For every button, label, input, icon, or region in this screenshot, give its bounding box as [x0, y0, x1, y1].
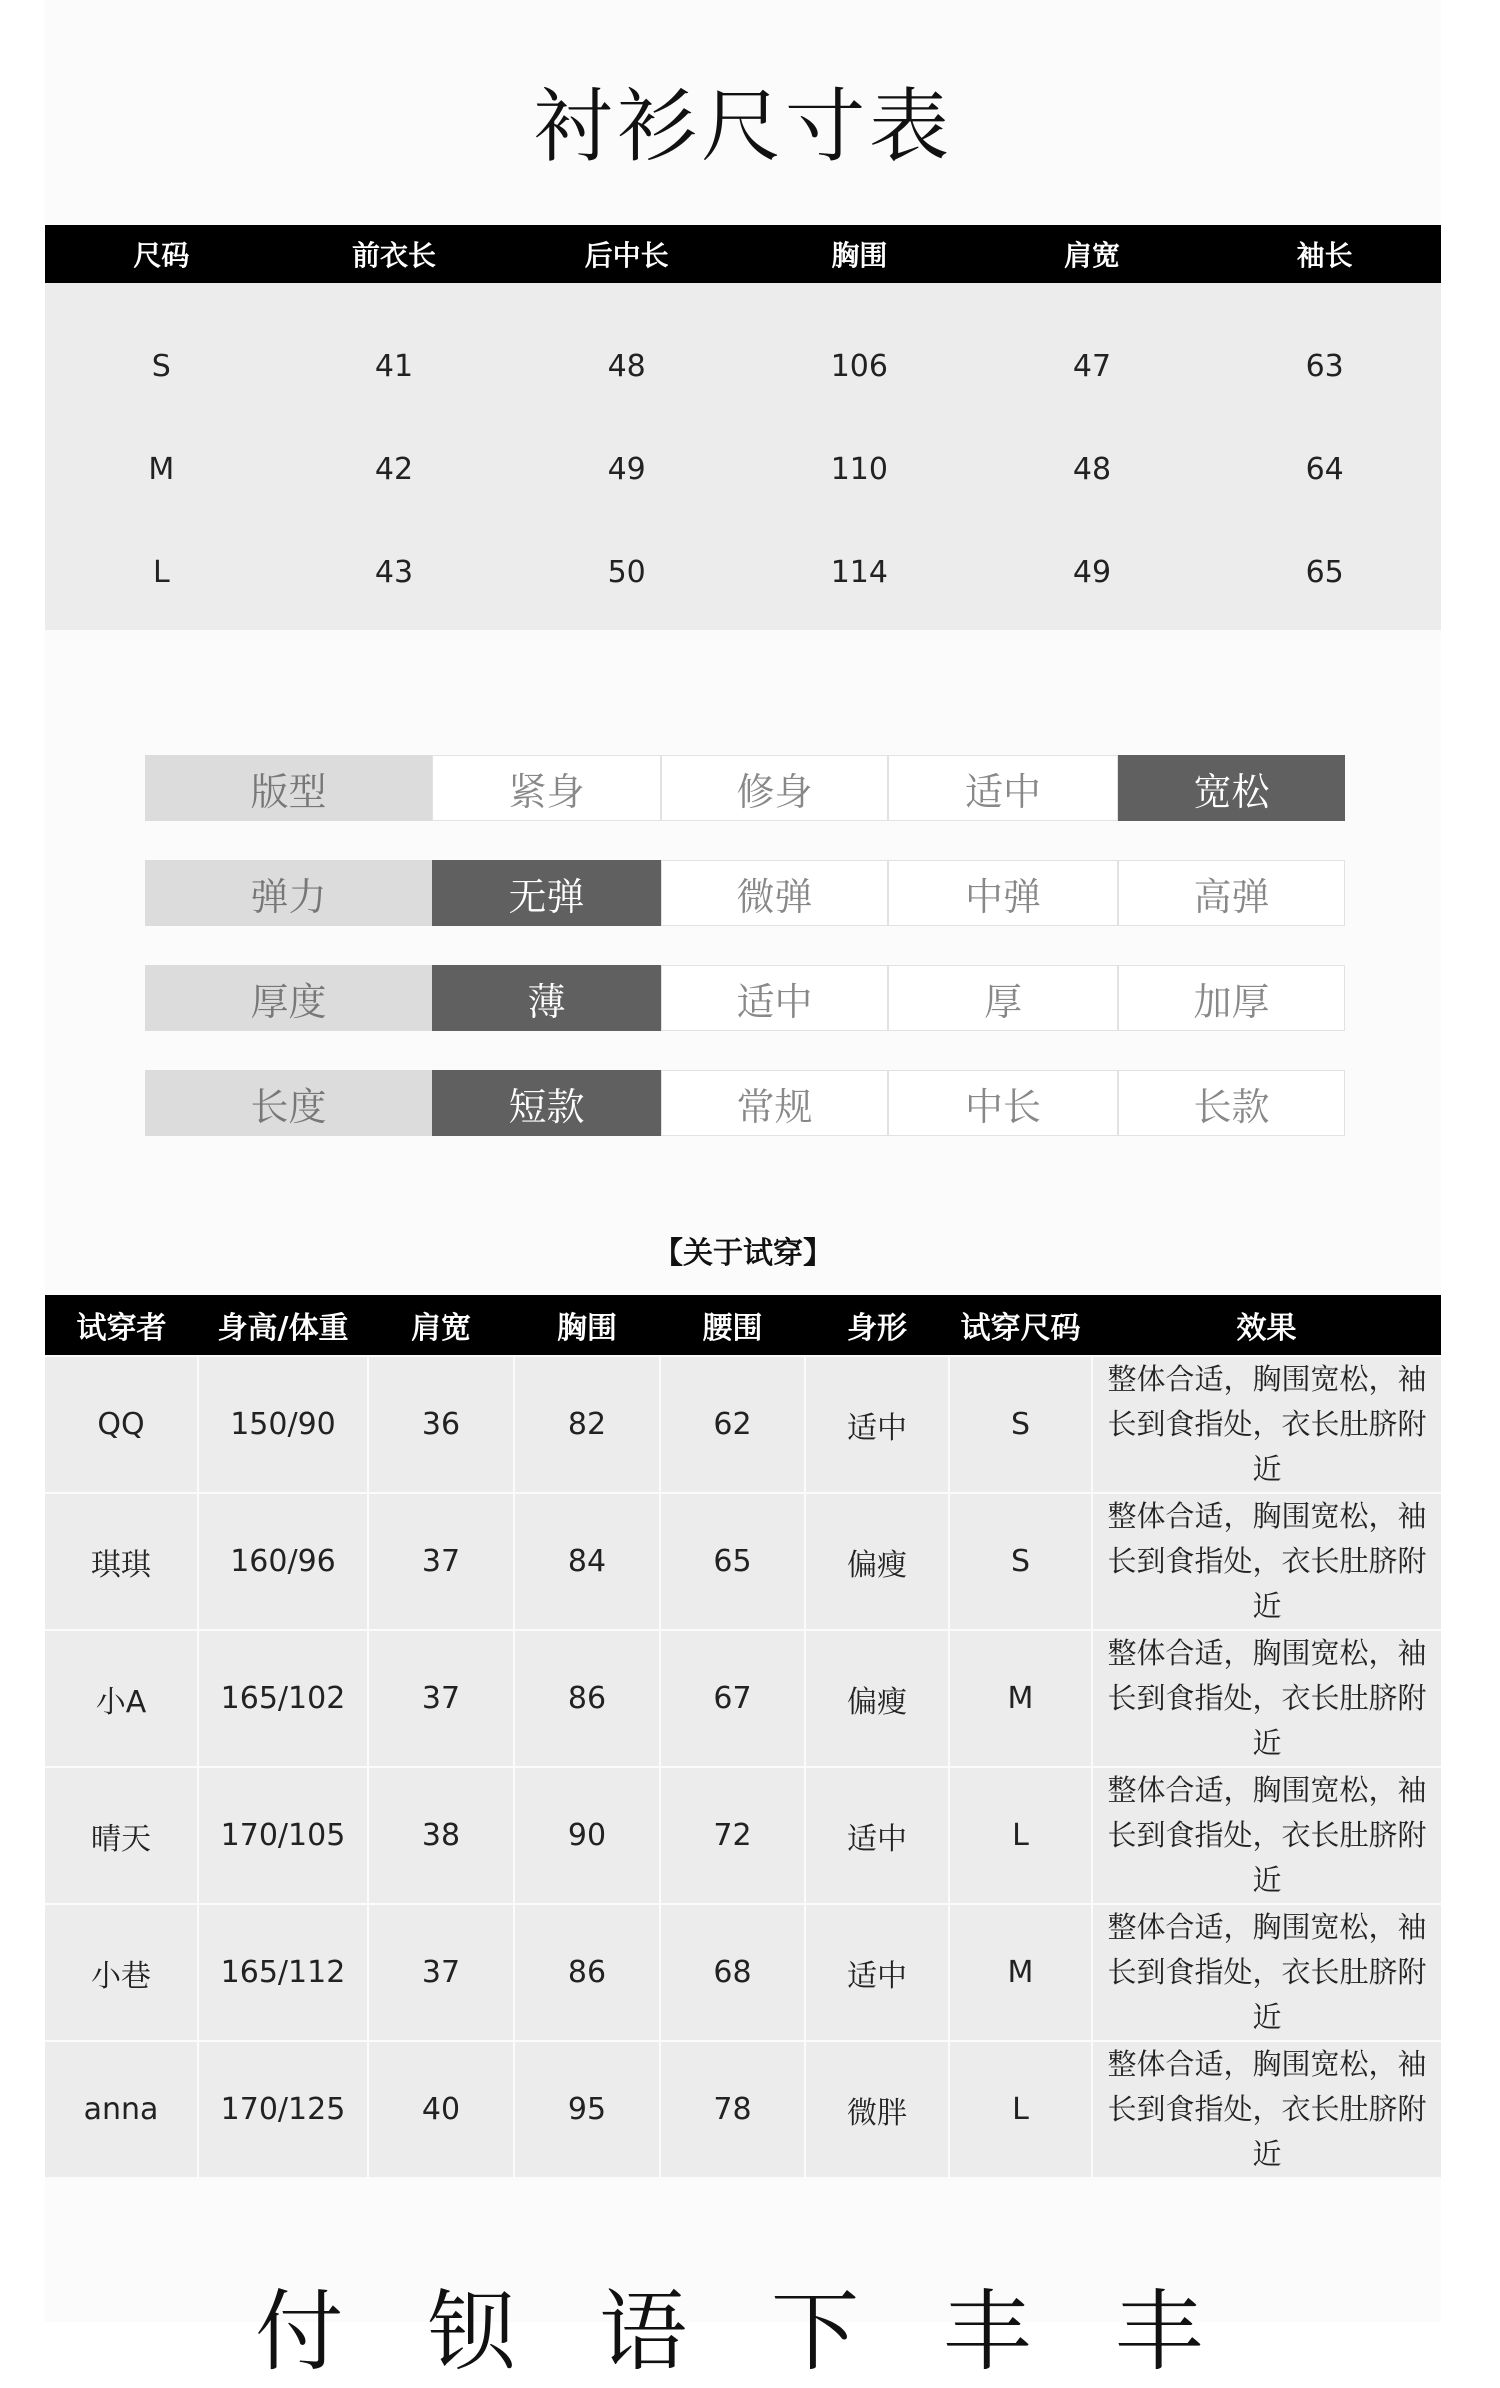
attribute-option: 薄	[432, 965, 661, 1031]
attribute-option: 适中	[888, 755, 1118, 821]
attribute-row-length	[145, 1070, 1345, 1136]
tryon-cell: 36	[368, 1356, 514, 1493]
tryon-cell: 165/102	[198, 1630, 368, 1767]
tryon-effect-cell: 整体合适，胸围宽松，袖长到食指处，衣长肚脐附近	[1092, 1356, 1441, 1493]
tryon-cell: 84	[514, 1493, 660, 1630]
attribute-option: 厚	[888, 965, 1118, 1031]
tryon-cell: 37	[368, 1904, 514, 2041]
tryon-cell: QQ	[45, 1356, 198, 1493]
size-cell: 110	[830, 452, 888, 487]
tryon-cell: M	[949, 1630, 1092, 1767]
table-row	[45, 1356, 1441, 1493]
next-section-title: 付 钡 语 下 丰 丰	[255, 2280, 1231, 2383]
attribute-option: 适中	[661, 965, 888, 1031]
tryon-cell: S	[949, 1356, 1092, 1493]
size-row	[45, 315, 1441, 418]
page-title: 衬衫尺寸表	[533, 80, 953, 173]
size-header-cell: 肩宽	[1063, 239, 1120, 272]
attribute-option: 高弹	[1118, 860, 1345, 926]
tryon-cell: 67	[660, 1630, 805, 1767]
attribute-option: 长款	[1118, 1070, 1345, 1136]
tryon-cell: 37	[368, 1493, 514, 1630]
attribute-row-elasticity	[145, 860, 1345, 926]
size-cell: M	[148, 452, 175, 487]
attribute-option: 宽松	[1118, 755, 1345, 821]
tryon-header-cell: 效果	[1092, 1295, 1441, 1356]
size-cell: 47	[1072, 349, 1112, 384]
attribute-scales	[145, 755, 1345, 1175]
attribute-option: 加厚	[1118, 965, 1345, 1031]
attribute-option: 短款	[432, 1070, 661, 1136]
size-header-cell: 尺码	[133, 239, 190, 272]
attribute-label: 厚度	[145, 965, 432, 1031]
size-cell: 41	[374, 349, 414, 384]
tryon-header-cell: 试穿尺码	[949, 1295, 1092, 1356]
tryon-cell: 90	[514, 1767, 660, 1904]
size-cell: 43	[374, 555, 414, 590]
tryon-cell: 86	[514, 1630, 660, 1767]
tryon-cell: S	[949, 1493, 1092, 1630]
tryon-cell: 适中	[805, 1356, 949, 1493]
tryon-effect-cell: 整体合适，胸围宽松，袖长到食指处，衣长肚脐附近	[1092, 1767, 1441, 1904]
size-cell: S	[151, 349, 171, 384]
tryon-heading: 【关于试穿】	[653, 1236, 833, 1271]
size-cell: 42	[374, 452, 414, 487]
tryon-cell: 65	[660, 1493, 805, 1630]
tryon-cell: 适中	[805, 1904, 949, 2041]
size-header-cell: 前衣长	[351, 239, 436, 272]
tryon-cell: 微胖	[805, 2041, 949, 2177]
tryon-effect-cell: 整体合适，胸围宽松，袖长到食指处，衣长肚脐附近	[1092, 1630, 1441, 1767]
tryon-cell: 琪琪	[45, 1493, 198, 1630]
size-header-cell: 后中长	[584, 239, 669, 272]
size-header-cell: 袖长	[1296, 239, 1353, 272]
tryon-cell: 160/96	[198, 1493, 368, 1630]
tryon-effect-cell: 整体合适，胸围宽松，袖长到食指处，衣长肚脐附近	[1092, 1493, 1441, 1630]
tryon-cell: 170/125	[198, 2041, 368, 2177]
tryon-cell: anna	[45, 2041, 198, 2177]
attribute-row-fit	[145, 755, 1345, 821]
attribute-option: 常规	[661, 1070, 888, 1136]
tryon-cell: 86	[514, 1904, 660, 2041]
table-row	[45, 2041, 1441, 2177]
attribute-option: 微弹	[661, 860, 888, 926]
size-cell: 48	[607, 349, 646, 384]
attribute-option: 中弹	[888, 860, 1118, 926]
size-cell: 65	[1305, 555, 1344, 590]
size-table-header	[45, 225, 1441, 283]
tryon-cell: 40	[368, 2041, 514, 2177]
attribute-option: 修身	[661, 755, 888, 821]
tryon-cell: 37	[368, 1630, 514, 1767]
size-header-cell: 胸围	[831, 239, 888, 272]
page	[45, 0, 1441, 2383]
tryon-cell: 82	[514, 1356, 660, 1493]
attribute-option: 紧身	[432, 755, 661, 821]
size-table-body	[45, 283, 1441, 630]
tryon-cell: 72	[660, 1767, 805, 1904]
tryon-header-cell: 身高/体重	[198, 1295, 368, 1356]
tryon-cell: L	[949, 1767, 1092, 1904]
size-cell: 63	[1305, 349, 1344, 384]
attribute-label: 版型	[145, 755, 432, 821]
attribute-row-thickness	[145, 965, 1345, 1031]
tryon-header-cell: 腰围	[660, 1295, 805, 1356]
attribute-label: 弹力	[145, 860, 432, 926]
size-cell: 50	[607, 555, 646, 590]
tryon-cell: 165/112	[198, 1904, 368, 2041]
tryon-effect-cell: 整体合适，胸围宽松，袖长到食指处，衣长肚脐附近	[1092, 1904, 1441, 2041]
tryon-cell: L	[949, 2041, 1092, 2177]
tryon-cell: M	[949, 1904, 1092, 2041]
size-row	[45, 418, 1441, 521]
table-row	[45, 1493, 1441, 1630]
attribute-option: 无弹	[432, 860, 661, 926]
tryon-cell: 78	[660, 2041, 805, 2177]
size-cell: 114	[830, 555, 888, 590]
attribute-option: 中长	[888, 1070, 1118, 1136]
tryon-header-cell: 肩宽	[368, 1295, 514, 1356]
attribute-label: 长度	[145, 1070, 432, 1136]
tryon-header-cell: 身形	[805, 1295, 949, 1356]
tryon-cell: 晴天	[45, 1767, 198, 1904]
tryon-cell: 适中	[805, 1767, 949, 1904]
table-row	[45, 1630, 1441, 1767]
tryon-header-cell: 胸围	[514, 1295, 660, 1356]
size-row	[45, 521, 1441, 624]
tryon-cell: 68	[660, 1904, 805, 2041]
size-cell: L	[152, 555, 170, 590]
tryon-cell: 150/90	[198, 1356, 368, 1493]
tryon-cell: 170/105	[198, 1767, 368, 1904]
size-cell: 106	[830, 349, 888, 384]
tryon-effect-cell: 整体合适，胸围宽松，袖长到食指处，衣长肚脐附近	[1092, 2041, 1441, 2177]
table-row	[45, 1904, 1441, 2041]
size-cell: 48	[1072, 452, 1112, 487]
tryon-cell: 小A	[45, 1630, 198, 1767]
tryon-table	[45, 1295, 1441, 2177]
tryon-cell: 小巷	[45, 1904, 198, 2041]
size-cell: 49	[607, 452, 646, 487]
size-cell: 64	[1305, 452, 1344, 487]
tryon-cell: 偏瘦	[805, 1630, 949, 1767]
tryon-header-row	[45, 1295, 1441, 1356]
tryon-cell: 95	[514, 2041, 660, 2177]
size-cell: 49	[1072, 555, 1112, 590]
table-row	[45, 1767, 1441, 1904]
tryon-cell: 62	[660, 1356, 805, 1493]
tryon-cell: 偏瘦	[805, 1493, 949, 1630]
tryon-header-cell: 试穿者	[45, 1295, 198, 1356]
tryon-cell: 38	[368, 1767, 514, 1904]
